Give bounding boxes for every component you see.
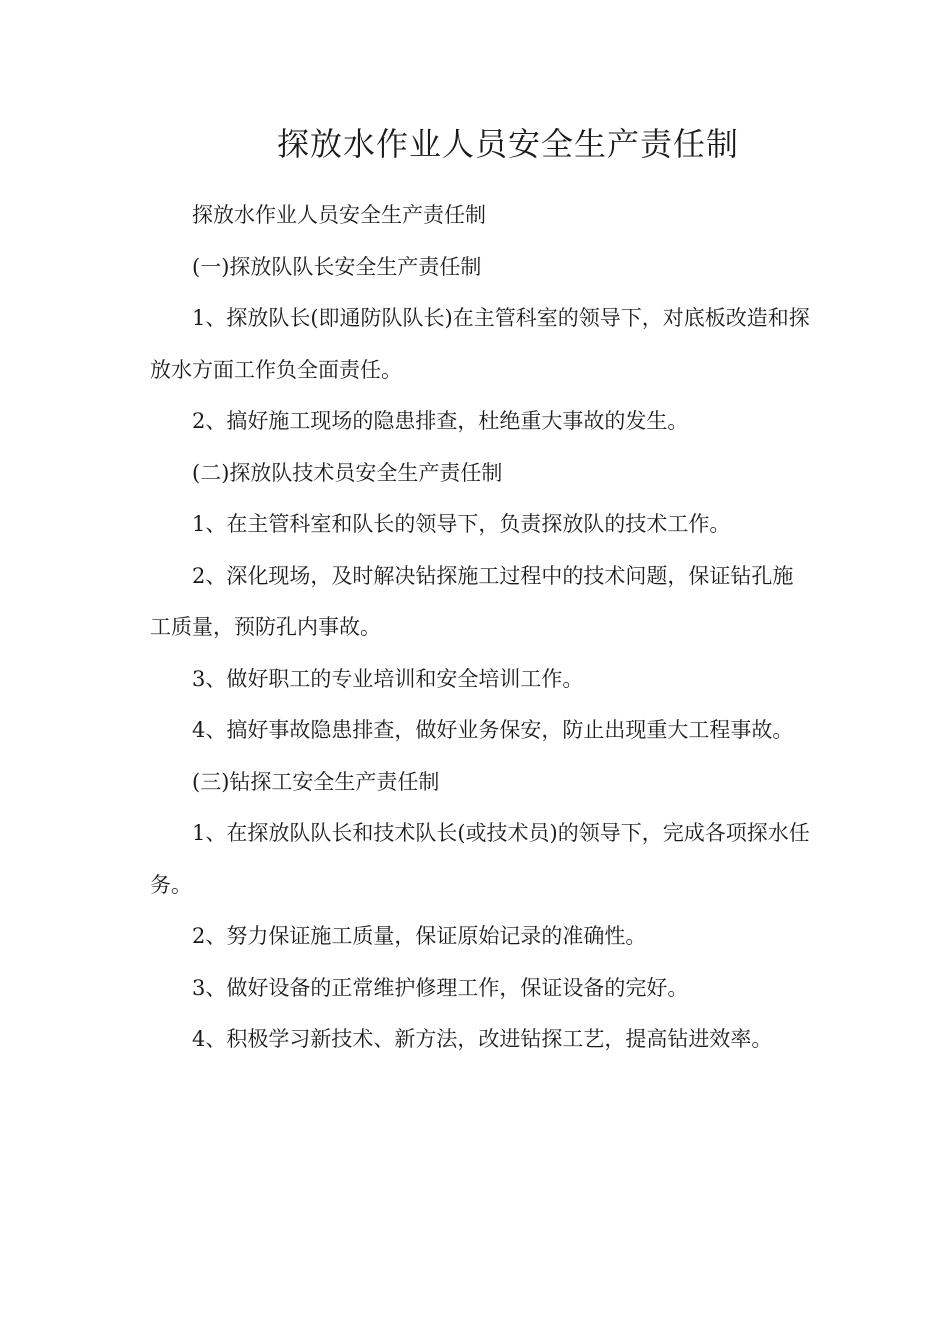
paragraph: 1、在探放队队长和技术队长(或技术员)的领导下，完成各项探水任务。 (150, 821, 810, 897)
paragraph: 2、深化现场，及时解决钻探施工过程中的技术问题，保证钻孔施工质量，预防孔内事故。 (150, 563, 794, 639)
paragraph: 探放水作业人员安全生产责任制 (192, 203, 486, 227)
paragraph: 3、做好职工的专业培训和安全培训工作。 (192, 666, 584, 691)
paragraph: 1、在主管科室和队长的领导下，负责探放队的技术工作。 (192, 512, 731, 536)
document-body (150, 190, 810, 1066)
paragraph: 4、搞好事故隐患排查，做好业务保安，防止出现重大工程事故。 (192, 718, 794, 742)
paragraph: (三)钻探工安全生产责任制 (192, 769, 440, 794)
paragraph: 4、积极学习新技术、新方法，改进钻探工艺，提高钻进效率。 (192, 1027, 773, 1051)
paragraph: (一)探放队队长安全生产责任制 (192, 254, 482, 279)
paragraph: 2、搞好施工现场的隐患排查，杜绝重大事故的发生。 (192, 409, 689, 433)
paragraph: 2、努力保证施工质量，保证原始记录的准确性。 (192, 924, 647, 948)
document-title: 探放水作业人员安全生产责任制 (276, 125, 739, 163)
paragraph: 3、做好设备的正常维护修理工作，保证设备的完好。 (192, 975, 689, 1000)
paragraph: (二)探放队技术员安全生产责任制 (192, 460, 503, 485)
paragraph: 1、探放队长(即通防队队长)在主管科室的领导下，对底板改造和探放水方面工作负全面责任。 (150, 306, 810, 382)
